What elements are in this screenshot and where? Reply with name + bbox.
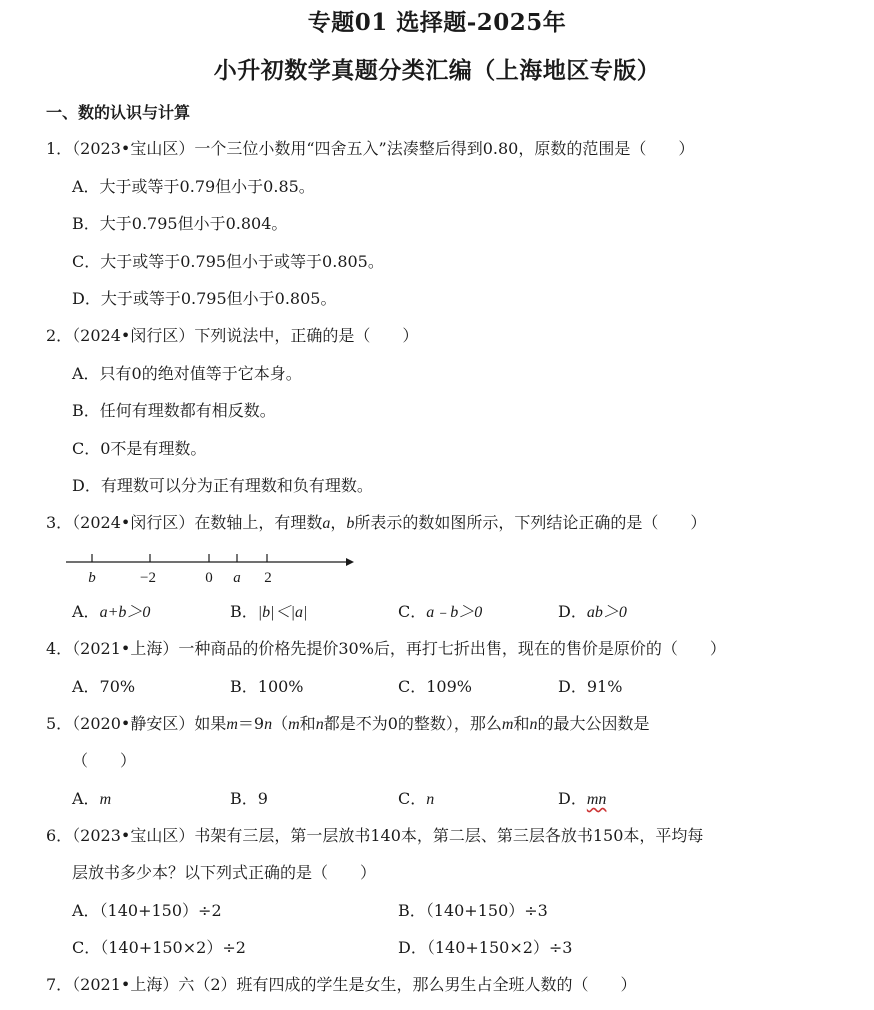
- document-title-line2: 小升初数学真题分类汇编（上海地区专版）: [213, 57, 661, 84]
- q5-var-m-3: m: [501, 716, 514, 733]
- number-line-label-b: b: [88, 570, 96, 586]
- q3-d-expr: ab＞0: [586, 604, 627, 621]
- question-3-stem: [46, 512, 706, 535]
- number-line-label-a: a: [233, 570, 241, 586]
- q5-var-n: n: [264, 716, 273, 733]
- q3-b-prefix: B．: [230, 602, 258, 621]
- question-3-option-b: [230, 601, 307, 624]
- q3-c-expr: a﹣b＞0: [426, 604, 483, 621]
- question-7-stem: 7．（2021•上海）六（2）班有四成的学生是女生，那么男生占全班人数的（ ）: [46, 975, 637, 994]
- question-5-option-b: B．9: [230, 789, 268, 808]
- q3-var-b: b: [346, 515, 355, 532]
- question-1-option-a: A．大于或等于0.79但小于0.85。: [72, 177, 315, 196]
- q5-part5: 和: [513, 714, 530, 733]
- question-5-option-c: [398, 788, 434, 811]
- q3-comma: ，: [330, 513, 347, 532]
- question-2-option-d: D．有理数可以分为正有理数和负有理数。: [72, 476, 373, 495]
- question-1-option-c: C．大于或等于0.795但小于或等于0.805。: [72, 252, 384, 271]
- q5-part6: 的最大公因数是: [537, 714, 650, 733]
- q5-part1: 5．（2020•静安区）如果: [46, 714, 227, 733]
- q5-a-value: m: [99, 791, 112, 808]
- q5-part2: （: [272, 714, 289, 733]
- q5-var-n-2: n: [315, 716, 324, 733]
- question-6-option-b: B．（140+150）÷3: [398, 901, 548, 920]
- question-5-option-d: [558, 788, 606, 811]
- q3-c-prefix: C．: [398, 602, 427, 621]
- question-5-option-a: [72, 788, 111, 811]
- question-3-option-a: [72, 601, 150, 624]
- q5-equals: ＝9: [237, 714, 265, 733]
- number-line-figure: [62, 546, 362, 588]
- number-line-label-2: 2: [264, 570, 272, 586]
- question-4-option-b: B．100%: [230, 677, 304, 696]
- q5-part3: 和: [299, 714, 316, 733]
- question-2-stem: 2．（2024•闵行区）下列说法中，正确的是（ ）: [46, 326, 419, 345]
- q3-stem-suffix: 所表示的数如图所示，下列结论正确的是（ ）: [354, 513, 707, 532]
- question-1-stem: 1．（2023•宝山区）一个三位小数用“四舍五入”法凑整后得到0.80，原数的范围是（ ）: [46, 139, 695, 158]
- q5-c-prefix: C．: [398, 789, 427, 808]
- q5-var-n-3: n: [529, 716, 538, 733]
- q3-d-prefix: D．: [558, 602, 587, 621]
- number-line-arrow: [346, 558, 354, 566]
- question-1-option-b: B．大于0.795但小于0.804。: [72, 214, 288, 233]
- q3-a-expr: a+b＞0: [99, 604, 151, 621]
- q5-var-m-2: m: [288, 716, 300, 733]
- question-4-option-a: A．70%: [72, 677, 136, 696]
- question-6-option-c: C．（140+150×2）÷2: [72, 938, 246, 957]
- q5-a-prefix: A．: [72, 789, 100, 808]
- q5-var-m: m: [226, 716, 238, 733]
- question-5-stem: [46, 713, 649, 736]
- number-line-label-minus2: −2: [140, 570, 156, 586]
- q5-part4: 都是不为0的整数），那么: [323, 714, 502, 733]
- q3-b-expr: |b|＜|a|: [257, 604, 308, 621]
- question-2-option-a: A．只有0的绝对值等于它本身。: [72, 364, 302, 383]
- question-6-stem: 6．（2023•宝山区）书架有三层，第一层放书140本，第二层、第三层各放书150本，平均每: [46, 826, 704, 845]
- q5-d-prefix: D．: [558, 789, 587, 808]
- question-2-option-b: B．任何有理数都有相反数。: [72, 401, 276, 420]
- q5-c-value: n: [426, 791, 435, 808]
- question-5-stem-continuation: （ ）: [72, 751, 137, 770]
- question-6-option-a: A．（140+150）÷2: [72, 901, 222, 920]
- question-4-option-d: D．91%: [558, 677, 623, 696]
- question-3-option-d: [558, 601, 627, 624]
- question-6-stem-continuation: 层放书多少本？以下列式正确的是（ ）: [72, 863, 377, 882]
- question-3-option-c: [398, 601, 482, 624]
- number-line-label-0: 0: [205, 570, 213, 586]
- q3-stem-prefix: 3．（2024•闵行区）在数轴上，有理数: [46, 513, 323, 532]
- question-6-option-d: D．（140+150×2）÷3: [398, 938, 573, 957]
- q3-a-prefix: A．: [72, 602, 100, 621]
- q3-var-a: a: [322, 515, 331, 532]
- section-title: 一、数的认识与计算: [46, 103, 191, 122]
- question-4-option-c: C．109%: [398, 677, 472, 696]
- question-1-option-d: D．大于或等于0.795但小于0.805。: [72, 289, 337, 308]
- question-2-option-c: C．0不是有理数。: [72, 439, 207, 458]
- document-title-line1: 专题01 选择题-2025年: [307, 9, 567, 36]
- q5-d-value: mn: [586, 791, 607, 808]
- question-4-stem: 4．（2021•上海）一种商品的价格先提价30%后，再打七折出售，现在的售价是原价的（ ）: [46, 639, 726, 658]
